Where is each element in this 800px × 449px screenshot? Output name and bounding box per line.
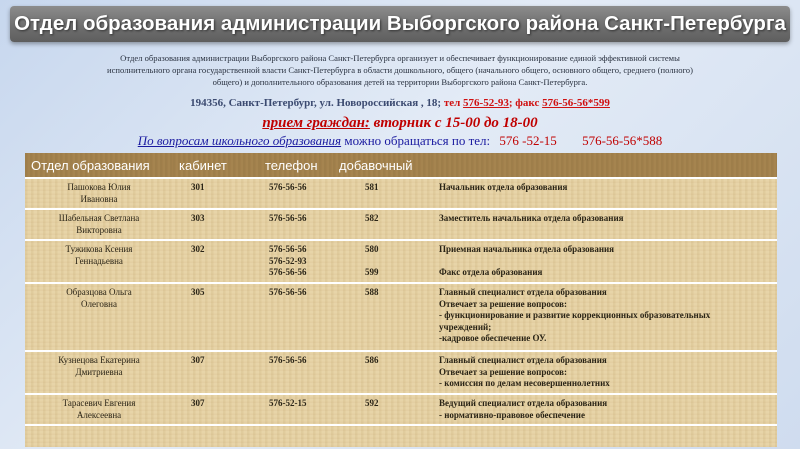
ext-gap (365, 256, 427, 268)
header-room: кабинет (173, 153, 259, 178)
desc-line: Факс отдела образования (439, 266, 543, 277)
cell-description (431, 178, 777, 209)
fax-label: ; факс (508, 97, 540, 109)
cell-name (25, 178, 173, 209)
cell-room: 301 (173, 178, 259, 209)
cell-room: 307 (173, 351, 259, 394)
cell-extension (333, 240, 431, 283)
ext-line: 581 (365, 182, 379, 192)
staff-table-container (25, 153, 777, 447)
table-row (25, 351, 777, 394)
desc-line: - нормативно-правовое обеспечение (439, 409, 585, 420)
name-line: Алексеевна (76, 409, 122, 420)
desc-line: Заместитель начальника отдела образования (439, 213, 624, 223)
tel-label: тел (443, 97, 461, 109)
table-row (25, 178, 777, 209)
ext-line: 588 (365, 287, 379, 297)
name-line: Кузнецова Екатерина (58, 355, 140, 365)
reception-line (0, 115, 800, 132)
cell-phone (259, 178, 333, 209)
cell-phone (259, 394, 333, 425)
desc-line: -кадровое обеспечение ОУ. (439, 333, 547, 343)
name-line: Пашокова Юлия (67, 182, 131, 192)
phone-line: 576-52-15 (269, 398, 307, 408)
name-line: Шабельная Светлана (58, 213, 140, 223)
phone-line: 576-56-56 (269, 244, 307, 254)
cell-extension (333, 394, 431, 425)
table-row (25, 394, 777, 425)
desc-line: - функционирование и развитие коррекционных образовательных (439, 310, 711, 320)
name-line: Ивановна (80, 193, 118, 204)
table-row (25, 240, 777, 283)
name-line: Тужикова Ксения (65, 244, 133, 254)
table-header-row (25, 153, 777, 178)
phone-line: 576-56-56 (269, 213, 307, 223)
fax-number[interactable]: 576-56-56*599 (542, 97, 610, 109)
desc-line: Главный специалист отдела образования (439, 355, 607, 365)
intro-text (30, 52, 770, 88)
school-phone-1: 576 -52-15 (499, 133, 557, 148)
cell-room: 302 (173, 240, 259, 283)
desc-line: Главный специалист отдела образования (439, 287, 607, 297)
phone-line: 576-52-93 (269, 255, 307, 266)
cell-phone (259, 209, 333, 240)
header-department: Отдел образования (25, 153, 173, 178)
cell-extension (333, 209, 431, 240)
cell-extension (333, 283, 431, 351)
title-bar (10, 6, 790, 42)
table-row (25, 283, 777, 351)
cell-name (25, 283, 173, 351)
desc-line: Отвечает за решение вопросов: (439, 298, 567, 309)
cell-room: 305 (173, 283, 259, 351)
cell-room: 303 (173, 209, 259, 240)
header-description (431, 153, 777, 178)
intro-line: исполнительного органа государственной власти Санкт-Петербурга в области дошкольного, общего (начального общего, основного общего, среднего (полного) (107, 65, 693, 75)
desc-line: Отвечает за решение вопросов: (439, 366, 567, 377)
cell-description (431, 394, 777, 425)
name-line: Геннадьевна (75, 255, 123, 266)
name-line: Образцова Ольга (66, 287, 132, 297)
desc-line: Ведущий специалист отдела образования (439, 398, 608, 408)
phone-line: 576-56-56 (269, 267, 307, 277)
desc-line: Приемная начальника отдела образования (439, 244, 615, 254)
staff-table (25, 153, 777, 426)
ext-line: 592 (365, 398, 379, 408)
school-label[interactable]: По вопросам школьного образования (137, 133, 342, 148)
table-row (25, 209, 777, 240)
name-line: Дмитриевна (75, 366, 123, 377)
intro-line: Отдел образования администрации Выборгского района Санкт-Петербурга организует и обеспечивает функционирование единой эффективной системы (120, 53, 680, 63)
name-line: Викторовна (76, 224, 122, 235)
school-contact-line (0, 133, 800, 149)
ext-line: 599 (365, 267, 379, 277)
ext-line: 580 (365, 244, 379, 254)
desc-line: учреждений; (439, 321, 492, 332)
page-title: Отдел образования администрации Выборгского района Санкт-Петербурга (14, 12, 786, 35)
cell-description (431, 283, 777, 351)
cell-extension (333, 178, 431, 209)
cell-description (431, 209, 777, 240)
cell-phone (259, 283, 333, 351)
intro-line: общего) и дополнительного образования детей на территории Выборгского района Санкт-Петербурга. (212, 77, 588, 87)
header-phone: телефон (259, 153, 333, 178)
cell-phone (259, 351, 333, 394)
phone-line: 576-56-56 (269, 182, 307, 192)
phone-line: 576-56-56 (269, 355, 307, 365)
cell-name (25, 240, 173, 283)
cell-name (25, 209, 173, 240)
header-extension: добавочный (333, 153, 431, 178)
tel-number[interactable]: 576-52-93 (463, 97, 509, 109)
school-phone-2: 576-56-56*588 (582, 133, 663, 148)
ext-line: 582 (365, 213, 379, 223)
reception-label: прием граждан: (262, 115, 370, 131)
cell-name (25, 394, 173, 425)
address-line (0, 97, 800, 109)
name-line: Олеговна (80, 298, 117, 309)
desc-line: - комиссия по делам несовершеннолетних (439, 378, 610, 388)
cell-room: 307 (173, 394, 259, 425)
name-line: Тарасевич Евгения (62, 398, 136, 408)
desc-gap (439, 256, 773, 267)
ext-line: 586 (365, 355, 379, 365)
school-text: можно обращаться по тел: (344, 133, 491, 148)
address-text: 194356, Санкт-Петербург, ул. Новороссийская , 18; (190, 97, 442, 109)
reception-hours: вторник с 15-00 до 18-00 (373, 115, 538, 131)
cell-description (431, 351, 777, 394)
desc-line: Начальник отдела образования (439, 182, 568, 192)
cell-name (25, 351, 173, 394)
cell-description (431, 240, 777, 283)
cell-extension (333, 351, 431, 394)
phone-line: 576-56-56 (269, 287, 307, 297)
cell-phone (259, 240, 333, 283)
